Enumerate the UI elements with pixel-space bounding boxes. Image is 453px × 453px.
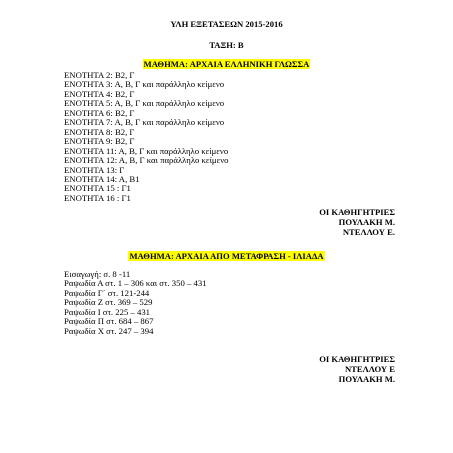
signature-name: ΠΟΥΛΑΚΗ Μ. xyxy=(338,374,395,385)
subject-heading-1-wrap xyxy=(0,57,453,69)
subject-heading-1: ΜΑΘΗΜΑ: ΑΡΧΑΙΑ ΕΛΛΗΝΙΚΗ ΓΛΩΣΣΑ xyxy=(143,59,310,69)
list-item: Ραψωδία Π στ. 684 – 867 xyxy=(64,316,154,327)
list-item: ΕΝΟΤΗΤΑ 13: Γ xyxy=(64,164,125,175)
signature-heading: ΟΙ ΚΑΘΗΓΗΤΡΙΕΣ xyxy=(319,207,395,217)
section1-signature xyxy=(319,207,395,238)
list-item: Ραψωδία Χ στ. 247 – 394 xyxy=(64,325,154,336)
list-item: ΕΝΟΤΗΤΑ 8: Β2, Γ xyxy=(64,126,135,137)
section2-item-list xyxy=(64,270,207,336)
list-item: ΕΝΟΤΗΤΑ 16 : Γ1 xyxy=(64,192,131,203)
section2-signature xyxy=(319,354,395,385)
list-item: ΕΝΟΤΗΤΑ 9: Β2, Γ xyxy=(64,136,135,147)
list-item: Ραψωδία Γ΄ στ. 121-244 xyxy=(64,287,150,298)
list-item: Ραψωδία Ι στ. 225 – 431 xyxy=(64,306,151,317)
list-item: ΕΝΟΤΗΤΑ 11: Α, Β, Γ και παράλληλο κείμενο xyxy=(64,145,229,156)
list-item: ΕΝΟΤΗΤΑ 2: Β2, Γ xyxy=(64,70,135,80)
subject-heading-2: ΜΑΘΗΜΑ: ΑΡΧΑΙΑ ΑΠΟ ΜΕΤΑΦΡΑΣΗ - ΙΛΙΑΔΑ xyxy=(129,251,324,261)
signature-heading: ΟΙ ΚΑΘΗΓΗΤΡΙΕΣ xyxy=(319,354,395,364)
section1-item-list xyxy=(64,71,229,203)
list-item: ΕΝΟΤΗΤΑ 12: Α, Β, Γ και παράλληλο κείμενο xyxy=(64,155,229,166)
list-item: ΕΝΟΤΗΤΑ 6: Β2, Γ xyxy=(64,107,135,118)
list-item: ΕΝΟΤΗΤΑ 15 : Γ1 xyxy=(64,183,131,194)
list-item: ΕΝΟΤΗΤΑ 4: Β2, Γ xyxy=(64,88,135,99)
subject-heading-2-wrap xyxy=(0,249,453,261)
list-item: Ραψωδία Α στ. 1 – 306 και στ. 350 – 431 xyxy=(64,278,207,289)
signature-name: ΠΟΥΛΑΚΗ Μ. xyxy=(338,217,395,228)
list-item: Ραψωδία Ζ στ. 369 – 529 xyxy=(64,297,153,308)
list-item: ΕΝΟΤΗΤΑ 7: Α, Β, Γ και παράλληλο κείμενο xyxy=(64,117,225,128)
list-item: Εισαγωγή: σ. 8 -11 xyxy=(64,269,131,279)
list-item: ΕΝΟΤΗΤΑ 5: Α, Β, Γ και παράλληλο κείμενο xyxy=(64,98,225,109)
signature-name: ΝΤΕΛΛΟΥ Ε. xyxy=(342,227,395,238)
document-title: ΥΛΗ ΕΞΕΤΑΣΕΩΝ 2015-2016 xyxy=(170,19,283,29)
class-label: ΤΑΞΗ: Β xyxy=(209,40,244,50)
list-item: ΕΝΟΤΗΤΑ 14: Α, Β1 xyxy=(64,173,140,184)
signature-name: ΝΤΕΛΛΟΥ Ε xyxy=(344,364,395,375)
list-item: ΕΝΟΤΗΤΑ 3: Α, Β, Γ και παράλληλο κείμενο xyxy=(64,79,225,90)
